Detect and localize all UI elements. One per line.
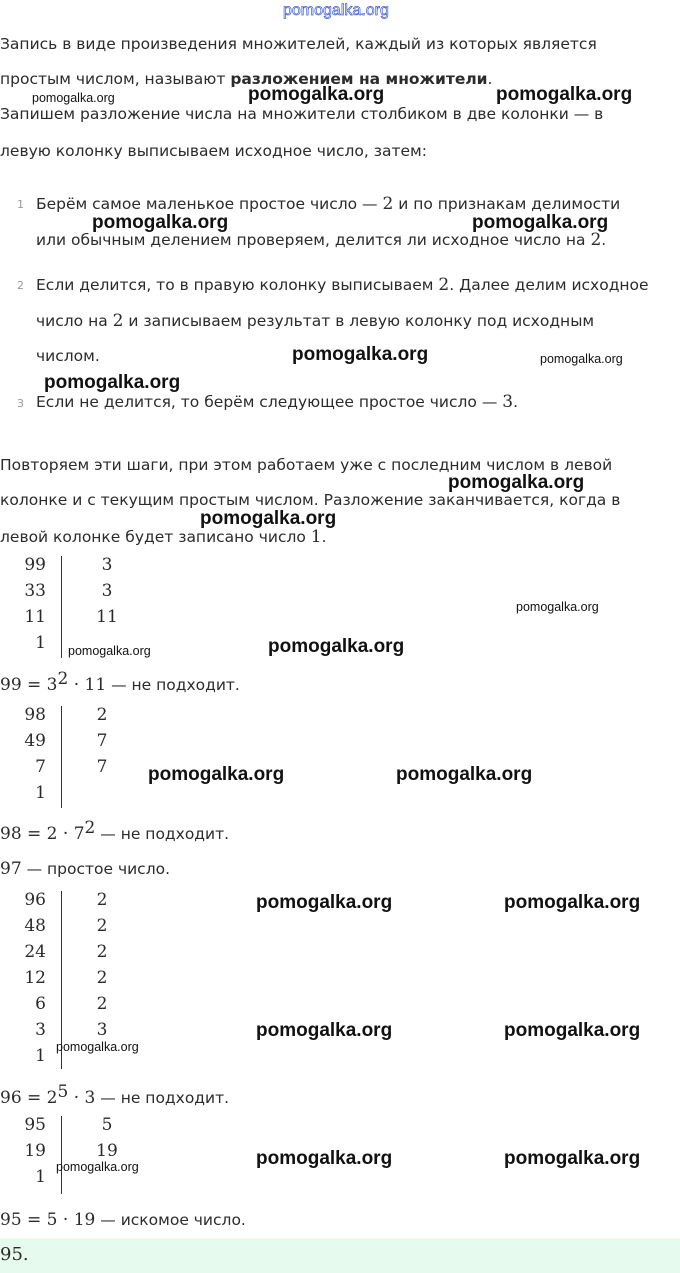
step-number: 2 (17, 279, 24, 292)
watermark: pomogalka.org (56, 1040, 139, 1054)
step-3-line-1 (36, 392, 518, 412)
verdict-text: — не подходит. (95, 825, 230, 843)
step-text: . (601, 231, 607, 249)
factor-left-value: 12 (24, 968, 46, 988)
intro-term-bold: разложением на множители (230, 70, 488, 88)
factor-right-value: 3 (96, 1020, 108, 1040)
factorization-result-99 (0, 668, 240, 695)
watermark: pomogalka.org (256, 1148, 393, 1169)
step-2-line-3: числом. (36, 347, 100, 365)
factorization-result-96 (0, 1081, 230, 1108)
factor-left-value: 49 (24, 731, 46, 751)
column-divider (61, 706, 62, 808)
factor-left-value: 96 (24, 890, 46, 910)
watermark: pomogalka.org (496, 84, 633, 105)
verdict-text: — не подходит. (106, 676, 240, 694)
math-expression: 98 = 2 · 7 (0, 824, 85, 844)
math-number: 2 (590, 230, 602, 250)
outro-text: . (321, 528, 327, 546)
factor-left-value: 48 (24, 916, 46, 936)
watermark: pomogalka.org (448, 472, 585, 493)
factor-right-value: 7 (96, 731, 108, 751)
intro-line-2 (0, 70, 492, 88)
intro-line-3: Запишем разложение числа на множители столбиком в две колонки — в (0, 105, 604, 123)
step-number: 3 (17, 397, 24, 410)
step-text: Берём самое маленькое простое число — (36, 195, 383, 213)
factor-right-value: 19 (96, 1141, 118, 1161)
factor-left-value: 11 (24, 607, 46, 627)
watermark: pomogalka.org (292, 344, 429, 365)
outro-line-1: Повторяем эти шаги, при этом работаем уже с последним числом в левой (0, 456, 613, 474)
watermark: pomogalka.org (68, 644, 151, 658)
step-text: Если делится, то в правую колонку выписываем (36, 276, 439, 294)
factor-left-value: 7 (35, 757, 46, 777)
watermark: pomogalka.org (148, 764, 285, 785)
step-text: . Далее делим исходное (449, 276, 649, 294)
math-number: 1 (310, 527, 322, 547)
watermark-top: pomogalka.org (283, 2, 389, 19)
factor-right-value: 2 (96, 968, 108, 988)
watermark: pomogalka.org (504, 892, 641, 913)
factor-left-value: 3 (35, 1020, 46, 1040)
column-divider (61, 556, 62, 658)
watermark: pomogalka.org (396, 764, 533, 785)
verdict-text: — искомое число. (95, 1211, 246, 1229)
math-exponent: 2 (84, 817, 96, 838)
step-text: или обычным делением проверяем, делится ли исходное число на (36, 231, 591, 249)
step-text: Если не делится, то берём следующее простое число — (36, 393, 503, 411)
factor-left-value: 1 (35, 1167, 46, 1187)
factor-right-value: 2 (96, 994, 108, 1014)
math-expression: 96 = 2 (0, 1088, 58, 1108)
factor-left-value: 33 (24, 581, 46, 601)
watermark: pomogalka.org (248, 84, 385, 105)
prime-note (0, 859, 170, 879)
factor-left-value: 95 (24, 1115, 46, 1135)
factor-right-value: 7 (96, 757, 108, 777)
factorization-result-98 (0, 817, 230, 844)
watermark: pomogalka.org (540, 352, 623, 366)
watermark: pomogalka.org (44, 372, 181, 393)
column-divider (61, 1116, 62, 1194)
watermark: pomogalka.org (504, 1020, 641, 1041)
math-number: 2 (112, 311, 124, 331)
math-expression: · 11 (68, 675, 107, 695)
factor-right-value: 2 (96, 890, 108, 910)
watermark: pomogalka.org (92, 212, 229, 233)
factor-right-value: 5 (101, 1115, 113, 1135)
intro-line-1: Запись в виде произведения множителей, каждый из которых является (0, 35, 597, 53)
watermark: pomogalka.org (504, 1148, 641, 1169)
outro-text: левой колонке будет записано число (0, 528, 311, 546)
step-2-line-1 (36, 275, 649, 295)
factor-right-value: 2 (96, 942, 108, 962)
factor-right-value: 3 (101, 555, 113, 575)
math-expression: 95 = 5 · 19 (0, 1210, 96, 1230)
factor-left-value: 1 (35, 633, 46, 653)
watermark: pomogalka.org (516, 600, 599, 614)
factor-left-value: 99 (24, 555, 46, 575)
factor-left-value: 6 (35, 994, 46, 1014)
step-number: 1 (17, 198, 24, 211)
factor-right-value: 2 (96, 916, 108, 936)
watermark: pomogalka.org (32, 91, 115, 105)
outro-line-2: колонке и с текущим простым числом. Разложение заканчивается, когда в (0, 491, 621, 509)
factor-left-value: 19 (24, 1141, 46, 1161)
step-2-line-2 (36, 311, 594, 331)
step-1-line-1 (36, 194, 620, 214)
factor-right-value: 3 (101, 581, 113, 601)
factor-left-value: 1 (35, 783, 46, 803)
step-text: . (513, 393, 519, 411)
factor-right-value: 2 (96, 705, 108, 725)
math-expression: · 3 (68, 1088, 96, 1108)
step-text: число на (36, 312, 113, 330)
intro-line-2-text: простым числом, называют (0, 70, 231, 88)
factor-right-value: 11 (96, 607, 118, 627)
math-expression: 99 = 3 (0, 675, 58, 695)
factor-left-value: 1 (35, 1046, 46, 1066)
intro-line-2-end: . (487, 70, 493, 88)
answer-box (0, 1238, 680, 1273)
math-number: 2 (382, 194, 394, 214)
watermark: pomogalka.org (200, 508, 337, 529)
watermark: pomogalka.org (472, 212, 609, 233)
math-number: 3 (502, 392, 514, 412)
step-text: и записываем результат в левую колонку под исходным (123, 312, 595, 330)
math-number: 97 (0, 859, 22, 879)
watermark: pomogalka.org (56, 1160, 139, 1174)
math-exponent: 2 (57, 668, 69, 689)
intro-line-4: левую колонку выписываем исходное число, затем: (0, 142, 427, 160)
factor-left-value: 98 (24, 705, 46, 725)
step-text: и по признакам делимости (393, 195, 621, 213)
watermark: pomogalka.org (256, 892, 393, 913)
watermark: pomogalka.org (268, 636, 405, 657)
verdict-text: — не подходит. (95, 1089, 230, 1107)
prime-note-text: — простое число. (21, 860, 171, 878)
factor-left-value: 24 (24, 942, 46, 962)
math-exponent: 5 (57, 1081, 69, 1102)
math-number: 2 (438, 275, 450, 295)
answer-value: 95. (0, 1244, 29, 1265)
watermark: pomogalka.org (256, 1020, 393, 1041)
outro-line-3 (0, 527, 327, 547)
factorization-result-95 (0, 1210, 246, 1230)
